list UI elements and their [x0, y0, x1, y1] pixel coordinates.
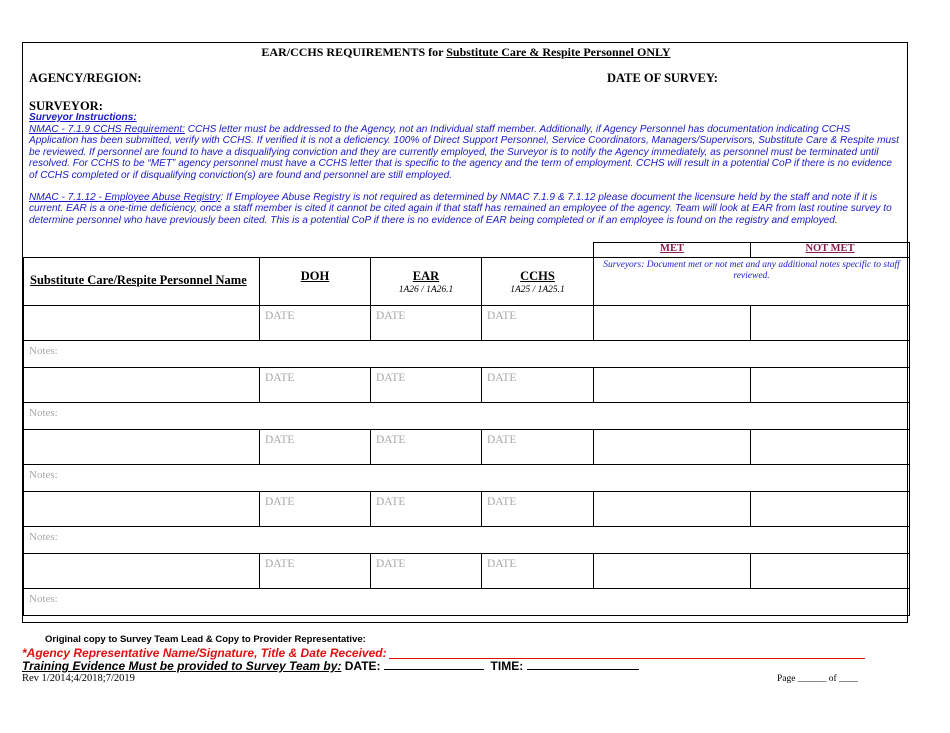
- surveyor-label: SURVEYOR:: [29, 99, 103, 113]
- ear-date-cell[interactable]: DATE: [371, 492, 482, 527]
- training-evidence-line: Training Evidence Must be provided to Survey Team by: DATE: TIME:: [22, 659, 639, 673]
- notes-row: [24, 527, 910, 554]
- notes-row: [24, 589, 910, 616]
- doh-date-cell[interactable]: DATE: [260, 554, 371, 589]
- met-cell[interactable]: [594, 368, 751, 403]
- notes-row: [24, 403, 910, 430]
- column-header-row: [24, 258, 910, 306]
- met-cell[interactable]: [594, 430, 751, 465]
- surveyor-instructions: [29, 112, 899, 226]
- personnel-name-cell[interactable]: [24, 492, 260, 527]
- ear-date-cell[interactable]: DATE: [371, 368, 482, 403]
- notes-cell[interactable]: Notes:: [24, 527, 910, 554]
- signature-line: *Agency Representative Name/Signature, Title & Date Received:: [22, 646, 865, 660]
- not-met-cell[interactable]: [751, 306, 910, 341]
- survey-form-frame: [22, 42, 908, 623]
- notes-row: [24, 465, 910, 492]
- cchs-date-cell[interactable]: DATE: [482, 306, 594, 341]
- table-row: [24, 368, 910, 403]
- instructions-heading: Surveyor Instructions:: [29, 112, 137, 123]
- training-time-blank[interactable]: [527, 660, 639, 670]
- notes-cell[interactable]: Notes:: [24, 341, 910, 368]
- copy-distribution-note: Original copy to Survey Team Lead & Copy to Provider Representative:: [45, 634, 366, 645]
- surveyor-note-header: Surveyors: Document met or not met and any additional notes specific to staff reviewed.: [594, 258, 910, 306]
- personnel-name-cell[interactable]: [24, 368, 260, 403]
- ear-date-cell[interactable]: DATE: [371, 306, 482, 341]
- notes-cell[interactable]: Notes:: [24, 403, 910, 430]
- not-met-cell[interactable]: [751, 430, 910, 465]
- notes-cell[interactable]: Notes:: [24, 589, 910, 616]
- table-row: [24, 430, 910, 465]
- notes-row: [24, 341, 910, 368]
- notes-cell[interactable]: Notes:: [24, 465, 910, 492]
- cchs-requirement-link[interactable]: NMAC - 7.1.9 CCHS Requirement:: [29, 123, 185, 135]
- training-date-blank[interactable]: [384, 660, 484, 670]
- table-row: [24, 492, 910, 527]
- personnel-name-cell[interactable]: [24, 306, 260, 341]
- met-column-header: MET: [594, 243, 751, 258]
- not-met-cell[interactable]: [751, 554, 910, 589]
- doh-date-cell[interactable]: DATE: [260, 368, 371, 403]
- doh-date-cell[interactable]: DATE: [260, 430, 371, 465]
- doh-header: DOH: [260, 258, 371, 306]
- doh-date-cell[interactable]: DATE: [260, 492, 371, 527]
- cchs-date-cell[interactable]: DATE: [482, 430, 594, 465]
- cchs-date-cell[interactable]: DATE: [482, 554, 594, 589]
- page-number: Page ______ of ____: [777, 674, 859, 684]
- page-title: EAR/CCHS REQUIREMENTS for Substitute Care & Respite Personnel ONLY: [261, 45, 671, 59]
- table-row: [24, 554, 910, 589]
- personnel-name-header: Substitute Care/Respite Personnel Name: [24, 258, 260, 306]
- ear-header: EAR 1A26 / 1A26.1: [371, 258, 482, 306]
- met-cell[interactable]: [594, 306, 751, 341]
- cchs-date-cell[interactable]: DATE: [482, 368, 594, 403]
- ear-requirement-paragraph: NMAC - 7.1.12 - Employee Abuse Registry: If Employee Abuse Registry is not required as determined by NMAC 7.1.9 & 7.1.12 please document the licensure held by the staff and note if it is current. EAR is a one-time deficiency, once a staff member is cited it cannot be cited again if that staff has remained an employee of the agency. Team will look at EAR from last routine survey to determine personnel who have previously been cited. This is a potential CoP if there is no evidence of EAR being completed or if an employee is found on the registry and employed.: [29, 191, 892, 226]
- met-header-row: [24, 243, 910, 258]
- ear-date-cell[interactable]: DATE: [371, 554, 482, 589]
- table-row: [24, 306, 910, 341]
- not-met-cell[interactable]: [751, 492, 910, 527]
- cchs-requirement-paragraph: NMAC - 7.1.9 CCHS Requirement: CCHS letter must be addressed to the Agency, not an Individual staff member. Additionally, if Agency Personnel has documentation indicating CCHS Application has been submitted, verify with CCHS. If verified it is not a deficiency. 100% of Direct Support Personnel, Service Coordinators, Managers/Supervisors, Substitute Care & Respite must be reviewed. If personnel are found to have a disqualifying conviction and they are currently employed, the Surveyor is to notify the Agency immediately, as personnel must be terminated until resolved. For CCHS to be “MET” agency personnel must have a CCHS letter that is specific to the agency and the term of employment. CCHS will result in a potential CoP if there is no evidence of CCHS completed or if disqualifying conviction(s) are found and personnel are still employed.: [29, 123, 899, 181]
- ear-date-cell[interactable]: DATE: [371, 430, 482, 465]
- ear-requirement-link[interactable]: NMAC - 7.1.12 - Employee Abuse Registry: [29, 191, 221, 203]
- personnel-name-cell[interactable]: [24, 430, 260, 465]
- revision-note: Rev 1/2014;4/2018;7/2019: [22, 673, 135, 684]
- not-met-cell[interactable]: [751, 368, 910, 403]
- cchs-date-cell[interactable]: DATE: [482, 492, 594, 527]
- personnel-table: [23, 242, 910, 616]
- met-cell[interactable]: [594, 554, 751, 589]
- doh-date-cell[interactable]: DATE: [260, 306, 371, 341]
- agency-region-label: AGENCY/REGION:: [29, 71, 142, 85]
- date-of-survey-label: DATE OF SURVEY:: [607, 71, 718, 85]
- personnel-name-cell[interactable]: [24, 554, 260, 589]
- not-met-column-header: NOT MET: [751, 243, 910, 258]
- met-cell[interactable]: [594, 492, 751, 527]
- cchs-header: CCHS 1A25 / 1A25.1: [482, 258, 594, 306]
